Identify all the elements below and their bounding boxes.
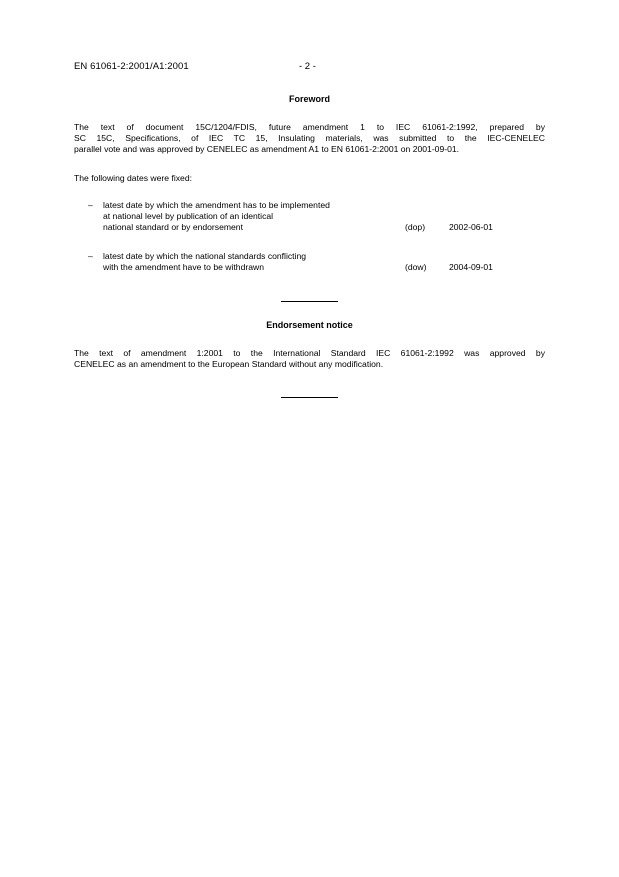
dates-intro: The following dates were fixed: xyxy=(74,173,192,183)
date-item-line: with the amendment have to be withdrawn xyxy=(103,261,264,272)
section-divider xyxy=(281,301,338,302)
date-item-line: at national level by publication of an identical xyxy=(103,210,274,221)
section-divider xyxy=(281,397,338,398)
foreword-paragraph xyxy=(74,122,545,154)
date-item-line: latest date by which the national standards conflicting xyxy=(103,251,307,261)
endorsement-line: The text of amendment 1:2001 to the International Standard IEC 61061-2:1992 was approved by xyxy=(74,348,545,358)
document-id: EN 61061-2:2001/A1:2001 xyxy=(74,61,189,72)
date-item-description xyxy=(103,200,403,232)
date-item-description xyxy=(103,251,403,273)
date-item-dow xyxy=(74,251,545,275)
date-item-line: national standard or by endorsement xyxy=(103,221,243,232)
foreword-heading: Foreword xyxy=(288,94,330,104)
dash-bullet: – xyxy=(88,251,93,261)
endorsement-paragraph xyxy=(74,348,545,370)
date-value: 2002-06-01 xyxy=(449,222,493,232)
foreword-line: SC 15C, Specifications, of IEC TC 15, Insulating materials, was submitted to the IEC-CENELEC xyxy=(74,132,545,143)
endorsement-line: CENELEC as an amendment to the European Standard without any modification. xyxy=(74,358,384,369)
foreword-line: parallel vote and was approved by CENELEC as amendment A1 to EN 61061-2:2001 on 2001-09-01. xyxy=(74,143,460,154)
date-item-line: latest date by which the amendment has to be implemented xyxy=(103,200,330,210)
dash-bullet: – xyxy=(88,200,93,210)
endorsement-heading: Endorsement notice xyxy=(266,320,353,330)
date-code: (dow) xyxy=(405,262,427,272)
page-number: - 2 - xyxy=(299,61,316,72)
date-item-dop xyxy=(74,200,545,234)
date-value: 2004-09-01 xyxy=(449,262,493,272)
date-code: (dop) xyxy=(405,222,426,232)
foreword-line: The text of document 15C/1204/FDIS, future amendment 1 to IEC 61061-2:1992, prepared by xyxy=(74,122,545,132)
